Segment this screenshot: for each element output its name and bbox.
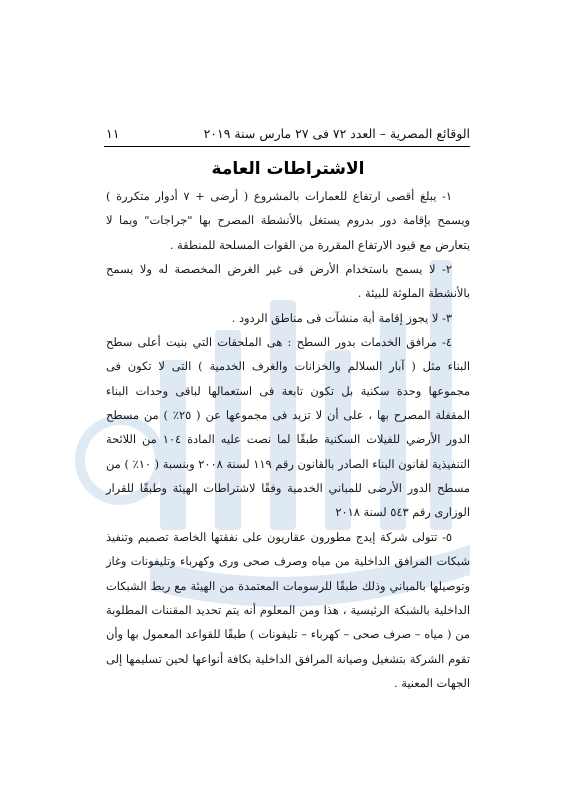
- clause-2: ٢- لا يسمح باستخدام الأرض فى غير الغرض المخصصة له ولا يسمح بالأنشطة الملوثة للبيئة .: [106, 262, 470, 301]
- clause-5: ٥- تتولى شركة إيدج مطورون عقاريون على نفقتها الخاصة تصميم وتنفيذ شبكات المرافق الداخلية من مياه وصرف صحى ورى وكهرباء وتليفونات وغاز وتوصيلها بالمباني وذلك طبقًا للرسومات المعتمدة من الهيئة مع ربط الشبكات الداخلية بالشبكة الرئيسية ، هذا ومن المعلوم أنه يتم تحديد المقننات المطلوبة من ( مياه – صرف صحى – كهرباء – تليفونات ) طبقًا للقواعد المعمول بها وأن تقوم الشركة بتشغيل وصيانة المرافق الداخلية بكافة أنواعها لحين تسليمها إلى الجهات المعنية .: [106, 529, 470, 690]
- clause-4: ٤- مرافق الخدمات بدور السطح : هى الملحقات التي بنيت أعلى سطح البناء مثل ( آبار السلالم والخزانات والغرف الخدمية ) التى لا تكون فى مجموعها وحدة سكنية بل تكون تابعة فى استعمالها لباقى وحدات البناء المقفلة المصرح بها ، على أن لا تزيد فى مجموعها عن ( ٢٥٪ ) من مسطح الدور الأرضي للفيلات السكنية طبقًا لما نصت عليه المادة ١٠٤ من اللائحة التنفيذية لقانون البناء الصادر بالقانون رقم ١١٩ لسنة ٢٠٠٨ وبنسبة ( ١٠٪ ) من مسطح الدور الأرضى للمباني الخدمية وفقًا لاشتراطات الهيئة وطبقًا للقرار الوزارى رقم ٥٤٣ لسنة ٢٠١٨: [106, 335, 471, 520]
- gazette-header-title: الوقائع المصرية – العدد ٧٢ فى ٢٧ مارس سنة ٢٠١٩: [203, 126, 470, 141]
- clause-3: ٣- لا يجوز إقامة أية منشآت فى مناطق الردود .: [231, 310, 452, 325]
- header-divider: [104, 146, 470, 147]
- page-header: [106, 125, 470, 143]
- section-heading: الاشتراطات العامة: [211, 159, 365, 179]
- clause-1: ١- يبلغ أقصى ارتفاع للعمارات بالمشروع ( أرضى + ٧ أدوار متكررة ) ويسمح بإقامة دور بدروم يستغل بالأنشطة المصرح بها "جراجات" وبما لا يتعارض مع قيود الارتفاع المقررة من القوات المسلحة للمنطقة .: [106, 189, 470, 252]
- document-body: [106, 184, 470, 695]
- page-number: ١١: [106, 126, 120, 141]
